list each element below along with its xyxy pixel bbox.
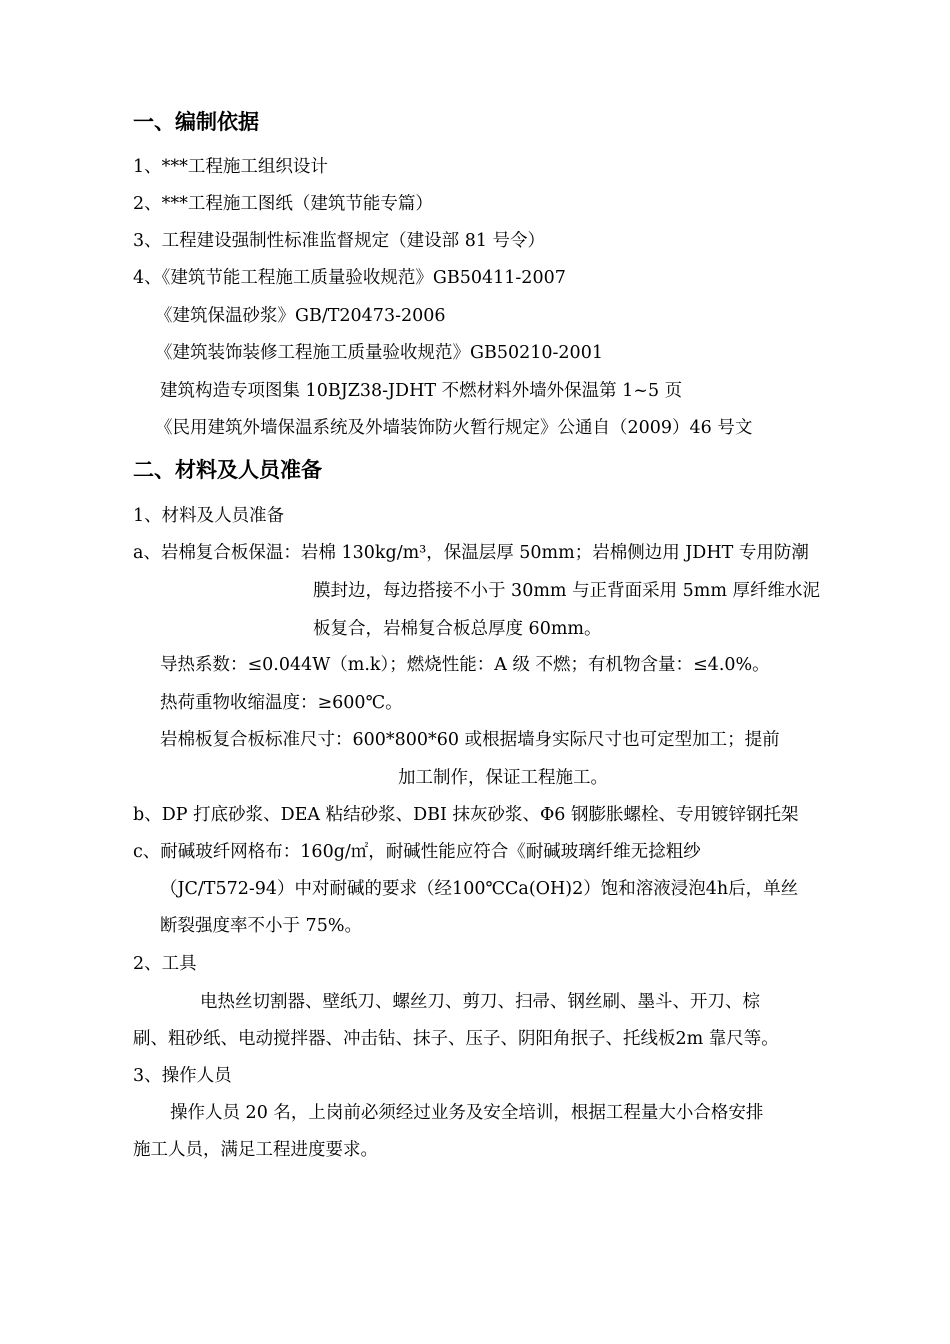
section-1-title: 一、编制依据 xyxy=(133,110,259,134)
material-c-line-1: c、耐碱玻纤网格布：160g/㎡，耐碱性能应符合《耐碱玻璃纤维无捻粗纱 xyxy=(133,842,701,862)
basis-item-1: 1、***工程施工组织设计 xyxy=(133,157,328,177)
section-2-title: 二、材料及人员准备 xyxy=(133,458,322,482)
material-a-line-3: 板复合，岩棉复合板总厚度 60mm。 xyxy=(313,619,602,639)
basis-item-2: 2、***工程施工图纸（建筑节能专篇） xyxy=(133,194,433,214)
basis-item-3: 3、工程建设强制性标准监督规定（建设部 81 号令） xyxy=(133,231,546,251)
material-a-line-6: 岩棉板复合板标准尺寸：600*800*60 或根据墙身实际尺寸也可定型加工；提前 xyxy=(160,730,780,750)
tools-line-2: 刷、粗砂纸、电动搅拌器、冲击钻、抹子、压子、阴阳角抿子、托线板2m 靠尺等。 xyxy=(133,1029,779,1049)
basis-item-8: 《民用建筑外墙保温系统及外墙装饰防火暂行规定》公通自（2009）46 号文 xyxy=(155,418,753,438)
material-c-line-2: （JC/T572-94）中对耐碱的要求（经100℃Ca(OH)2）饱和溶液浸泡4h后，单丝 xyxy=(160,879,799,899)
tools-line-1: 电热丝切割器、壁纸刀、螺丝刀、剪刀、扫帚、钢丝刷、墨斗、开刀、棕 xyxy=(200,992,760,1012)
material-a-line-2: 膜封边，每边搭接不小于 30mm 与正背面采用 5mm 厚纤维水泥 xyxy=(313,581,821,601)
material-c-line-3: 断裂强度率不小于 75%。 xyxy=(160,916,362,936)
material-b-line: b、DP 打底砂浆、DEA 粘结砂浆、DBI 抹灰砂浆、Φ6 钢膨胀螺栓、专用镀锌钢托架 xyxy=(133,805,799,825)
staff-line-1: 操作人员 20 名，上岗前必须经过业务及安全培训，根据工程量大小合格安排 xyxy=(170,1103,764,1123)
material-a-line-5: 热荷重物收缩温度：≥600℃。 xyxy=(160,693,403,713)
material-a-line-7: 加工制作，保证工程施工。 xyxy=(398,768,608,788)
staff-line-2: 施工人员，满足工程进度要求。 xyxy=(133,1140,378,1160)
basis-item-7: 建筑构造专项图集 10BJZ38-JDHT 不燃材料外墙外保温第 1~5 页 xyxy=(160,381,683,401)
subsection-staff: 3、操作人员 xyxy=(133,1066,232,1086)
subsection-tools: 2、工具 xyxy=(133,954,197,974)
material-a-line-1: a、岩棉复合板保温：岩棉 130kg/m³，保温层厚 50mm；岩棉侧边用 JDHT 专用防潮 xyxy=(133,543,809,563)
basis-item-4: 4、《建筑节能工程施工质量验收规范》GB50411-2007 xyxy=(133,268,566,288)
material-a-line-4: 导热系数：≤0.044W（m.k）；燃烧性能：A 级 不燃；有机物含量：≤4.0%。 xyxy=(160,655,770,675)
basis-item-5: 《建筑保温砂浆》GB/T20473-2006 xyxy=(155,306,446,326)
basis-item-6: 《建筑装饰装修工程施工质量验收规范》GB50210-2001 xyxy=(155,343,603,363)
subsection-materials: 1、材料及人员准备 xyxy=(133,506,285,526)
